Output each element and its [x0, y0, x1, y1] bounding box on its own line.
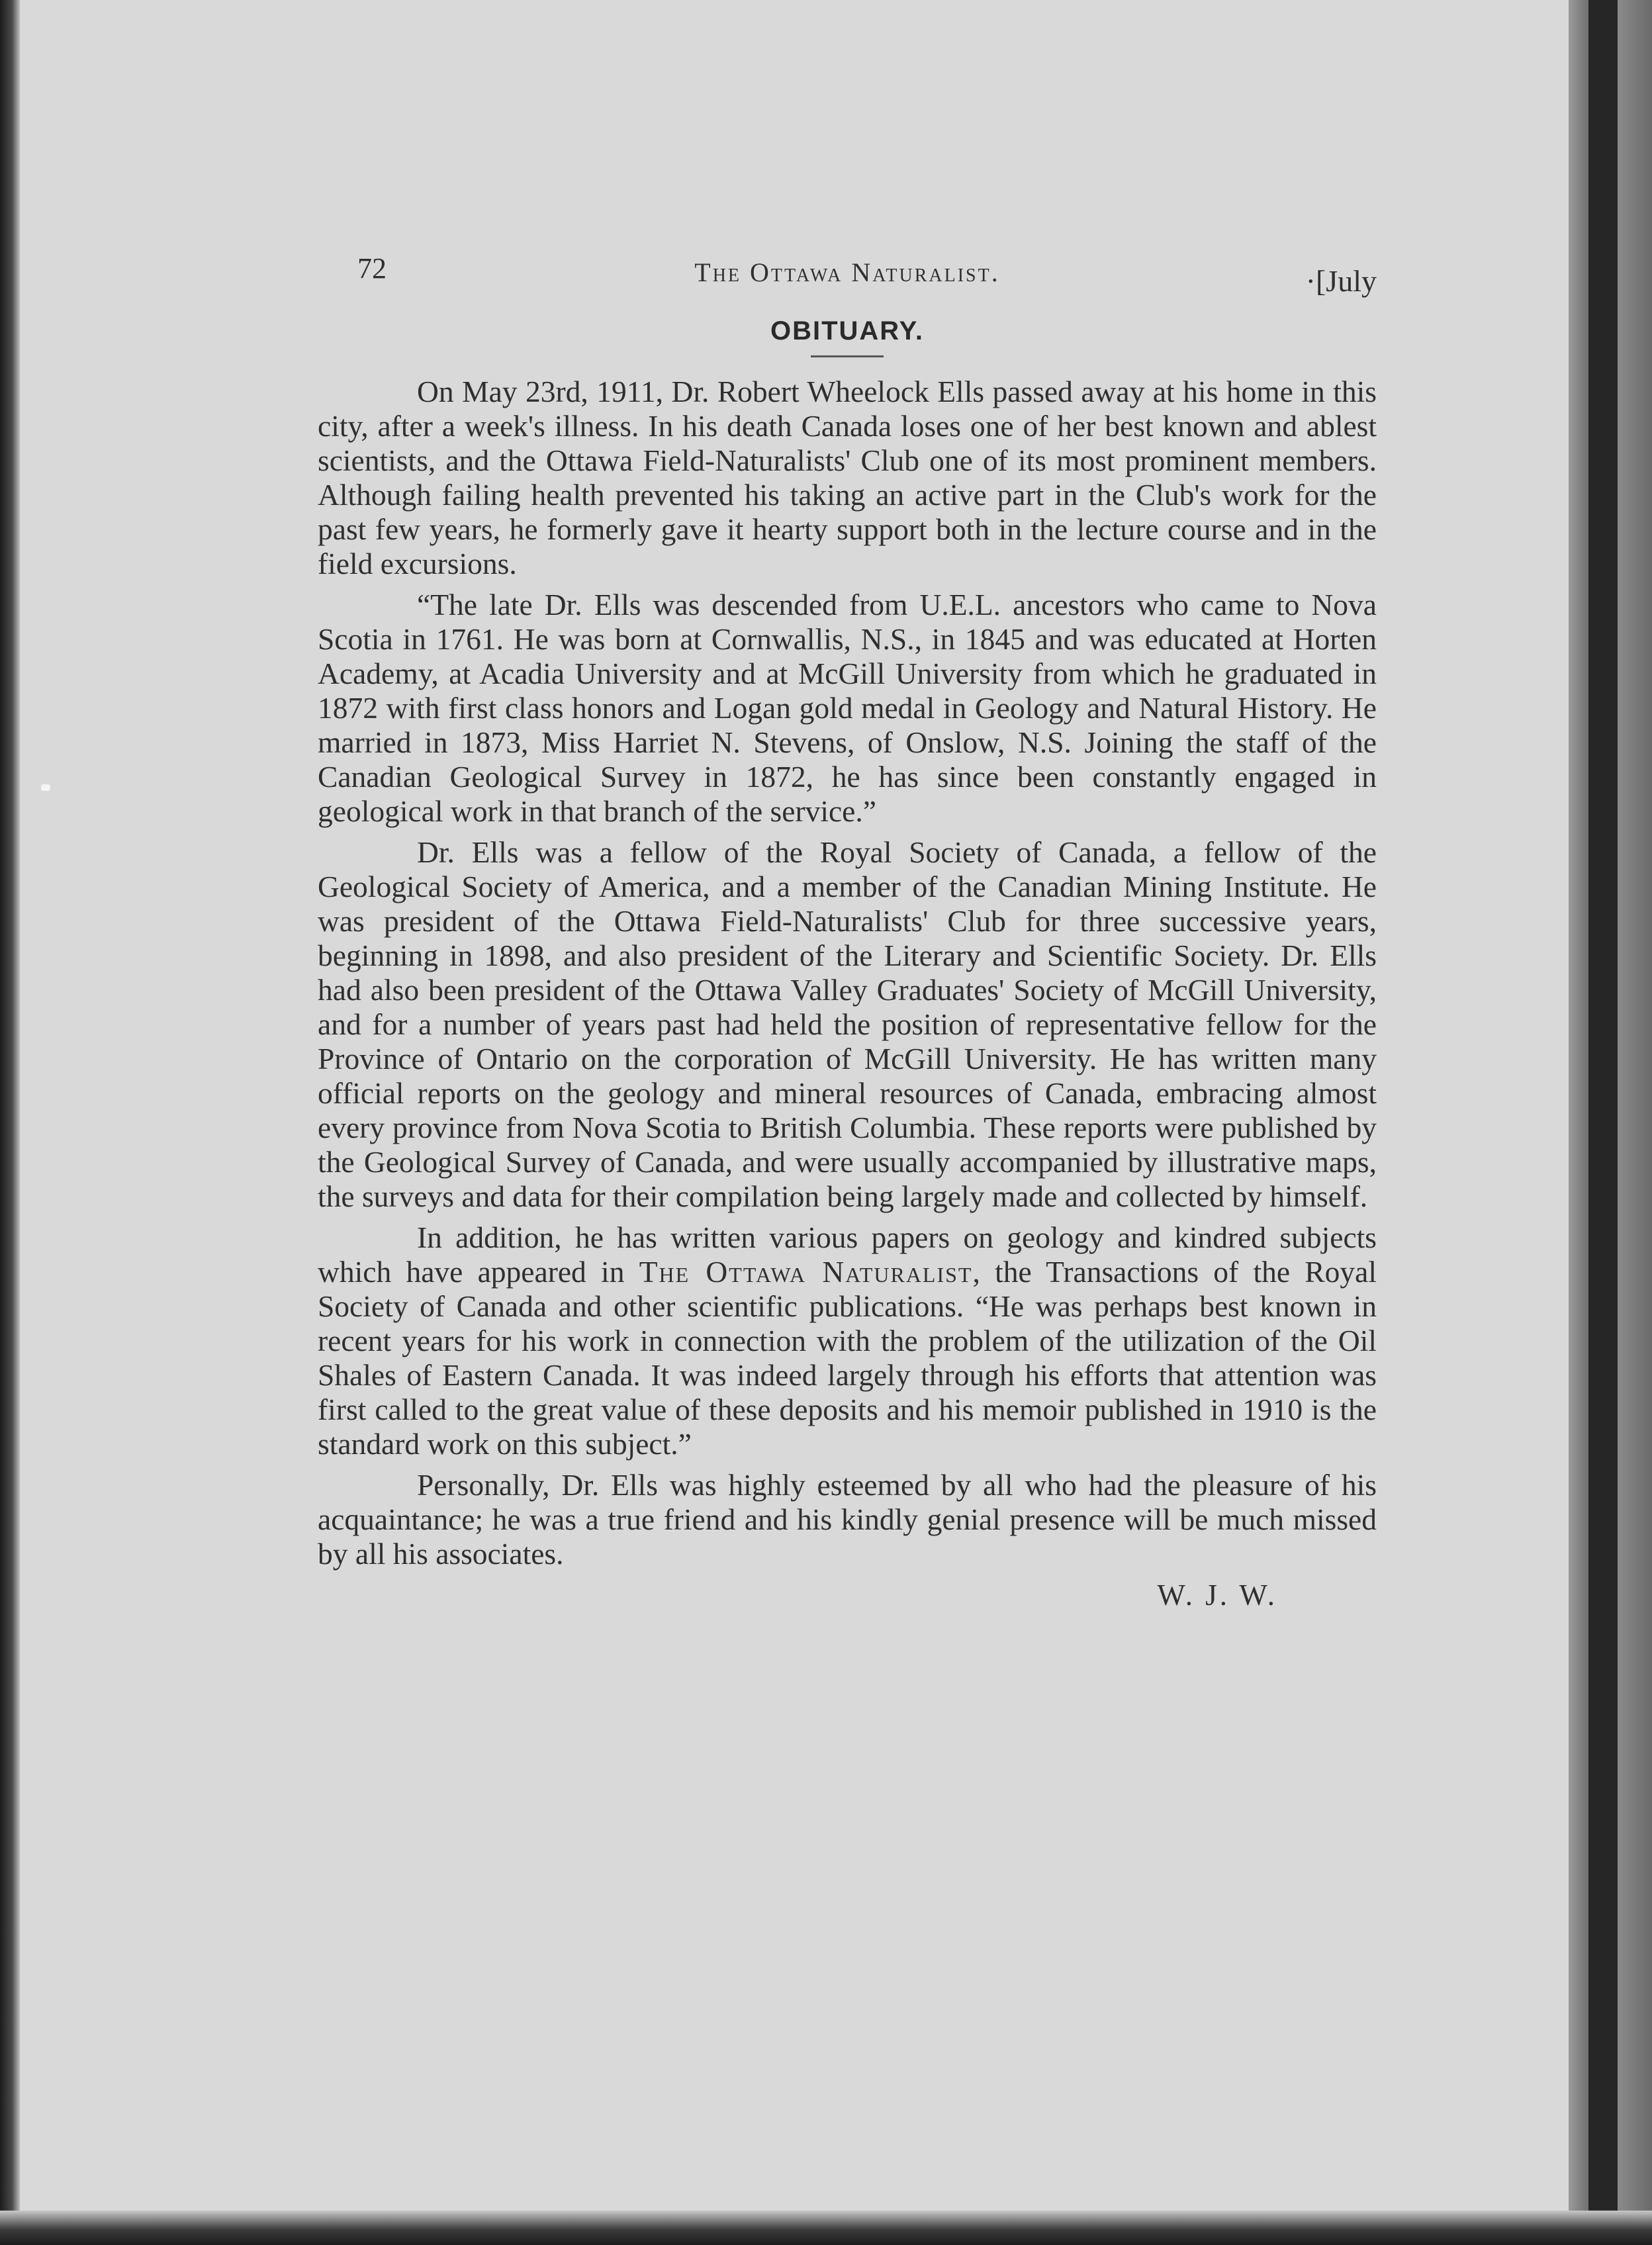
- section-title: OBITUARY.: [770, 316, 925, 345]
- journal-name: The Ottawa Naturalist: [639, 1255, 973, 1289]
- article-body: [318, 375, 1377, 1571]
- paragraph: “The late Dr. Ells was descended from U.E.L. ancestors who came to Nova Scotia in 1761. He was born at Cornwallis, N.S., in 1845 and was educated at Horten Academy, at Acadia University and at McGill University from which he graduated in 1872 with first class honors and Logan gold medal in Geology and Natural History. He married in 1873, Miss Harriet N. Stevens, of Onslow, N.S. Joining the staff of the Canadian Geological Survey in 1872, he has since been constantly engaged in geological work in that branch of the service.”: [318, 588, 1377, 828]
- author-signature: W. J. W.: [1157, 1579, 1277, 1612]
- book-spine-edge: [1618, 0, 1652, 2245]
- page-header: [318, 252, 1377, 304]
- page-bottom-edge: [0, 2211, 1652, 2245]
- page-left-edge: [0, 0, 20, 2245]
- paragraph-text: , the Transactions of the Royal Society of Canada and other scientific publications. “He was perhaps best known in recent years for his work in connection with the problem of the utilization of the Oil Shales of Eastern Canada. It was indeed largely through his efforts that attention was first called to the great value of these deposits and his memoir published in 1910 is the standard work on this subject.”: [318, 1255, 1377, 1461]
- paragraph: On May 23rd, 1911, Dr. Robert Wheelock Ells passed away at his home in this city, after a week's illness. In his death Canada loses one of her best known and ablest scientists, and the Ottawa Field-Naturalists' Club one of its most prominent members. Although failing health prevented his taking an active part in the Club's work for the past few years, he formerly gave it hearty support both in the lecture course and in the field excursions.: [318, 375, 1377, 580]
- paragraph: Personally, Dr. Ells was highly esteemed by all who had the pleasure of his acquaintance; he was a true friend and his kindly genial presence will be much missed by all his associates.: [318, 1468, 1377, 1571]
- title-rule: [811, 355, 884, 357]
- paragraph: Dr. Ells was a fellow of the Royal Society of Canada, a fellow of the Geological Society of America, and a member of the Canadian Mining Institute. He was president of the Ottawa Field-Naturalists' Club for three successive years, beginning in 1898, and also president of the Literary and Scientific Society. Dr. Ells had also been president of the Ottawa Valley Graduates' Society of McGill University, and for a number of years past had held the position of representative fellow for the Province of Ontario on the corporation of McGill University. He has written many official reports on the geology and mineral resources of Canada, embracing almost every province from Nova Scotia to British Columbia. These reports were published by the Geological Survey of Canada, and were usually accompanied by illustrative maps, the surveys and data for their compilation being largely made and collected by himself.: [318, 835, 1377, 1213]
- issue-month: ·[July: [1305, 264, 1377, 298]
- scan-speck: [41, 784, 50, 791]
- book-spine-shadow: [1588, 0, 1618, 2245]
- document-page: [318, 252, 1377, 1612]
- running-title: The Ottawa Naturalist.: [694, 257, 1000, 287]
- paragraph-text: In addition, he has written various papers on geology and kindred subjects which have appeared in: [318, 1220, 1377, 1289]
- page-number: 72: [357, 252, 387, 285]
- paragraph: [318, 1220, 1377, 1461]
